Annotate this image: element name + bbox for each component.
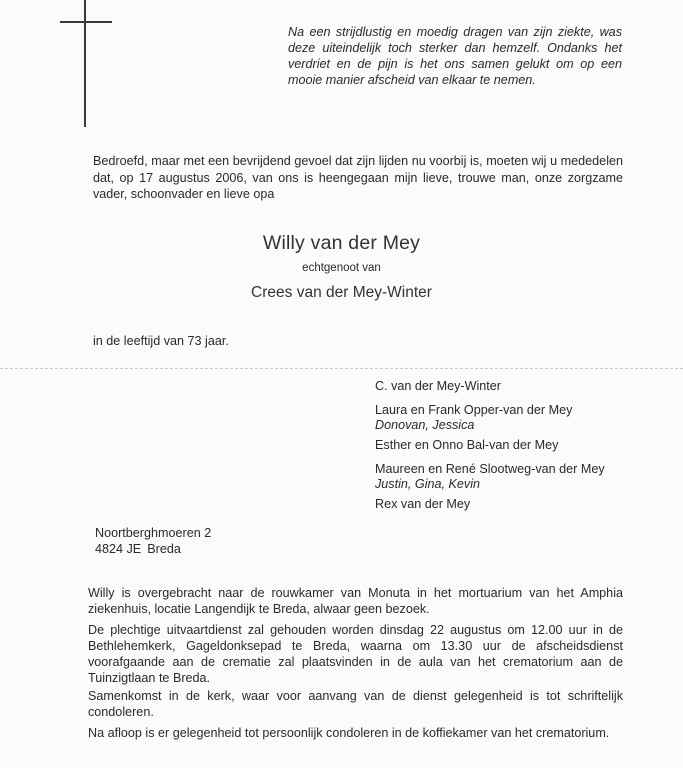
correspondence-address [95, 525, 211, 557]
family-member [375, 402, 572, 433]
address-postcode: 4824 JE [95, 542, 142, 556]
info-paragraph-church: Samenkomst in de kerk, waar voor aanvang van de dienst gelegenheid is tot schriftelijk condoleren. [88, 689, 623, 719]
family-member-name: Maureen en René Slootweg-van der Mey [375, 462, 605, 476]
deceased-name: Willy van der Mey [262, 232, 421, 254]
spouse-name: Crees van der Mey-Winter [251, 284, 432, 301]
family-member [375, 496, 470, 512]
announcement-intro: Bedroefd, maar met een bevrijdend gevoel dat zijn lijden nu voorbij is, moeten wij u mededelen dat, op 17 augustus 2006, van ons is heengegaan mijn lieve, trouwe man, onze zorgzame vader, schoonvader en lieve opa [93, 154, 623, 201]
age-line: in de leeftijd van 73 jaar. [93, 334, 229, 348]
motto-text: Na een strijdlustig en moedig dragen van zijn ziekte, was deze uiteindelijk toch sterker dan hemzelf. Ondanks het verdriet en de pijn is het ons samen gelukt om op een mooie manier afscheid van elkaar te nemen. [288, 25, 622, 87]
family-member [375, 461, 605, 492]
family-member-children: Justin, Gina, Kevin [375, 477, 480, 491]
cross-icon-vertical [84, 0, 86, 127]
cross-icon-horizontal [60, 21, 112, 23]
family-member [375, 378, 501, 394]
family-member [375, 437, 558, 453]
address-city: Breda [147, 542, 181, 556]
address-street: Noortberghmoeren 2 [95, 526, 212, 540]
address-city-line [95, 541, 211, 557]
page-fold-divider [0, 368, 683, 369]
spouse-label: echtgenoot van [302, 262, 381, 274]
info-paragraph-condolence: Na afloop is er gelegenheid tot persoonlijk condoleren in de koffiekamer van het crematorium. [88, 726, 610, 740]
family-member-children: Donovan, Jessica [375, 418, 475, 432]
family-member-name: Rex van der Mey [375, 497, 471, 511]
family-member-name: C. van der Mey-Winter [375, 379, 501, 393]
family-member-name: Laura en Frank Opper-van der Mey [375, 403, 573, 417]
info-paragraph-mortuary: Willy is overgebracht naar de rouwkamer van Monuta in het mortuarium van het Amphia ziekenhuis, locatie Langendijk te Breda, alwaar geen bezoek. [88, 586, 623, 616]
info-paragraph-service: De plechtige uitvaartdienst zal gehouden worden dinsdag 22 augustus om 12.00 uur in de Bethlehemkerk, Gageldonksepad te Breda, waarna om 13.30 uur de afscheidsdienst voorafgaande aan de crematie zal plaatsvinden in de aula van het crematorium aan de Tuinzigtlaan te Breda. [88, 623, 623, 685]
family-member-name: Esther en Onno Bal-van der Mey [375, 438, 559, 452]
